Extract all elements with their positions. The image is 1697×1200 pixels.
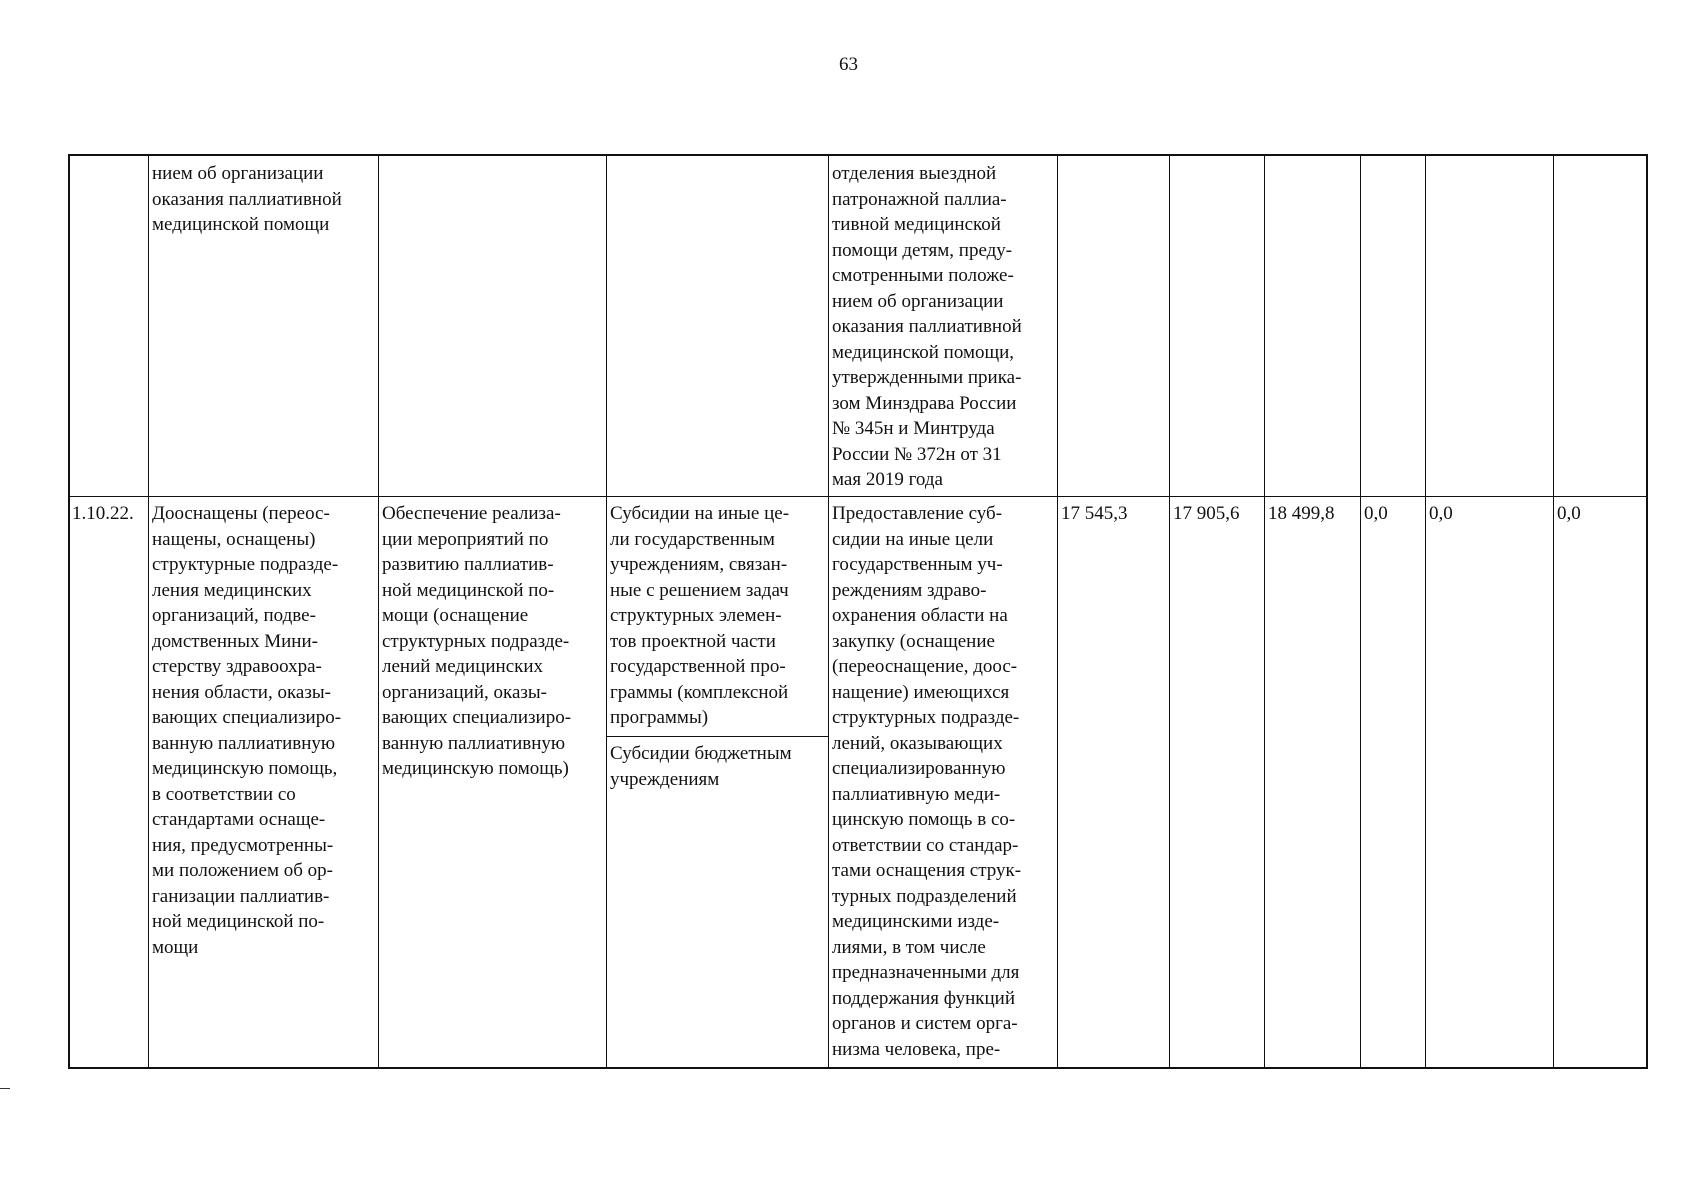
value-cell: 0,0: [1557, 503, 1581, 524]
row-number: 1.10.22.: [72, 503, 134, 524]
finance-subdivider: [606, 736, 828, 737]
finance-source-2: Субсидии бюджетным учреждениям: [610, 743, 792, 790]
event-text: Обеспечение реализа- ции мероприятий по развитию паллиатив- ной медицинской по- мощи (оснащение структурных подразде- лений медицинских организаций, оказы- вающих специализиро- ванную паллиативную медицинскую помощь): [382, 503, 572, 779]
column-divider: [828, 156, 829, 1067]
column-divider: [1057, 156, 1058, 1067]
column-divider: [1264, 156, 1265, 1067]
value-cell: 0,0: [1364, 503, 1388, 524]
budget-table: [68, 154, 1648, 1069]
row-divider: [70, 496, 1646, 497]
goal-text: Дооснащены (переос- нащены, оснащены) структурные подразде- ления медицинских организаций, подве- домственных Мини- стерству здравоохра- нения области, оказы- вающих специализиро- ванную паллиативную медицинскую помощь, в соответствии со стандартами оснаще- ния, предусмотренны- ми положением об ор- ганизации паллиатив- ной медицинской по- мощи: [152, 503, 342, 958]
page-number: 63: [839, 54, 858, 75]
column-divider: [378, 156, 379, 1067]
continued-result-text: отделения выездной патронажной паллиа- тивной медицинской помощи детям, преду- смотренными положе- нием об организации оказания паллиативной медицинской помощи, утвержденными прика- зом Минздрава России № 345н и Минтруда России № 372н от 31 мая 2019 года: [832, 163, 1022, 490]
column-divider: [606, 156, 607, 1067]
description-text: Предоставление суб- сидии на иные цели государственным уч- реждениям здраво- охранения области на закупку (оснащение (переоснащение, доос- нащение) имеющихся структурных подразде- лений, оказывающих специализированную паллиативную меди- цинскую помощь в со- ответствии со стандар- тами оснащения струк- турных подразделений медицинскими изде- лиями, в том числе предназначенными для поддержания функций органов и систем орга- низма человека, пре-: [832, 503, 1022, 1060]
value-cell: 18 499,8: [1268, 503, 1335, 524]
value-cell: 17 545,3: [1061, 503, 1128, 524]
column-divider: [1425, 156, 1426, 1067]
column-divider: [1360, 156, 1361, 1067]
column-divider: [1553, 156, 1554, 1067]
column-divider: [1169, 156, 1170, 1067]
continued-goal-text: нием об организации оказания паллиативной медицинской помощи: [152, 163, 342, 235]
column-divider: [148, 156, 149, 1067]
margin-mark: [0, 1088, 10, 1089]
finance-source-1: Субсидии на иные це- ли государственным учреждениям, связан- ные с решением задач структурных элемен- тов проектной части государственной про- граммы (комплексной программы): [610, 503, 790, 728]
value-cell: 0,0: [1429, 503, 1453, 524]
value-cell: 17 905,6: [1173, 503, 1240, 524]
